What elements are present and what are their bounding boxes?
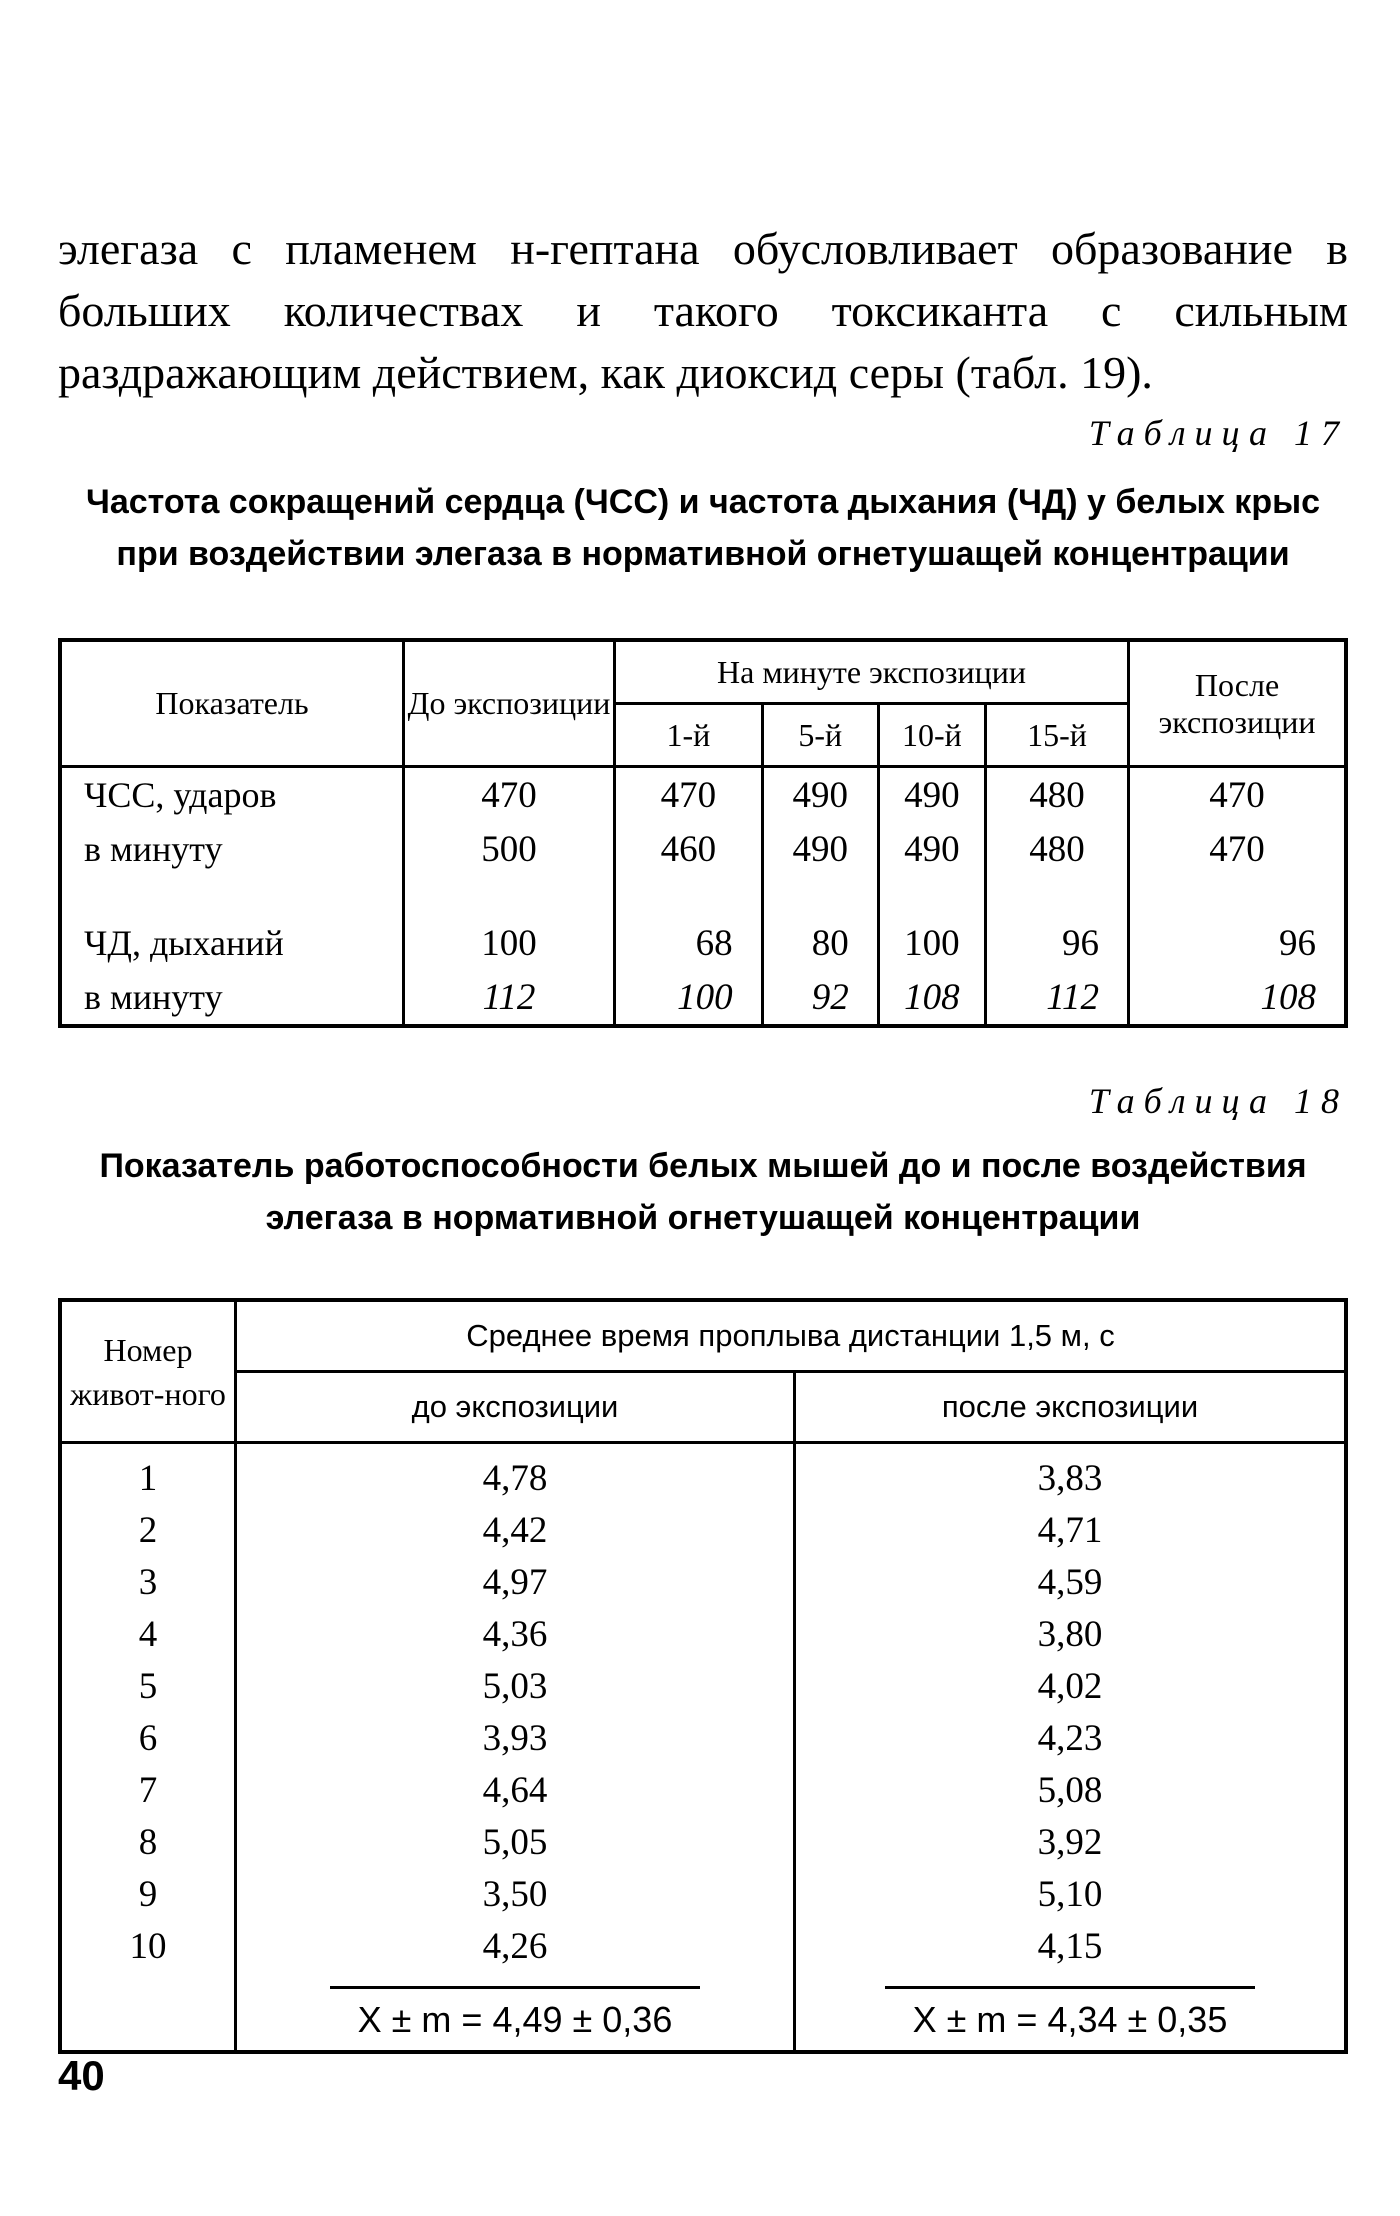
cell: 490: [878, 822, 985, 876]
table-row: [60, 1556, 1346, 1608]
header-indicator: Показатель: [60, 640, 404, 767]
row-label: ЧД, дыханий: [60, 916, 404, 970]
cell: 4,15: [795, 1920, 1347, 1972]
animal-number: 3: [60, 1556, 236, 1608]
cell: 460: [615, 822, 763, 876]
table17: [58, 638, 1348, 1028]
header-animal: Номер живот-ного: [60, 1300, 236, 1443]
cell: 3,83: [795, 1443, 1347, 1505]
cell: 3,93: [236, 1712, 795, 1764]
table18: [58, 1298, 1348, 2054]
cell: 480: [985, 822, 1128, 876]
cell: 108: [1129, 970, 1347, 1026]
header-minute-10: 10-й: [878, 704, 985, 767]
animal-number: 7: [60, 1764, 236, 1816]
table18-title: Показатель работоспособности белых мышей до и после воздействия элегаза в нормативной огнетушащей концентрации: [99, 1147, 1307, 1237]
body-paragraph: элегаза с пламенем н-гептана обусловливает образование в больших количествах и такого токсиканта с сильным раздражающим действием, как диоксид серы (табл. 19).: [58, 223, 1348, 398]
table-row: [60, 1608, 1346, 1660]
cell: 3,92: [795, 1816, 1347, 1868]
table-row: [60, 1660, 1346, 1712]
header-before: до экспозиции: [236, 1372, 795, 1443]
header-minute-5: 5-й: [762, 704, 878, 767]
table-row: [60, 1920, 1346, 1972]
cell: 470: [404, 767, 615, 823]
cell: 4,59: [795, 1556, 1347, 1608]
cell: 500: [404, 822, 615, 876]
cell: 5,05: [236, 1816, 795, 1868]
animal-number: 1: [60, 1443, 236, 1505]
cell: 490: [762, 822, 878, 876]
cell: 4,97: [236, 1556, 795, 1608]
cell: 100: [404, 916, 615, 970]
table-row: [60, 1712, 1346, 1764]
table-row: [60, 1764, 1346, 1816]
page-number: 40: [58, 2052, 105, 2099]
cell: 92: [762, 970, 878, 1026]
table18-label: Таблица 18: [1088, 1081, 1348, 1121]
stat-after: X ± m = 4,34 ± 0,35: [885, 1986, 1255, 2041]
cell: 5,08: [795, 1764, 1347, 1816]
cell: 3,80: [795, 1608, 1347, 1660]
header-after: после экспозиции: [795, 1372, 1347, 1443]
cell: 80: [762, 916, 878, 970]
row-label: в минуту: [60, 970, 404, 1026]
cell: 490: [762, 767, 878, 823]
cell: 470: [615, 767, 763, 823]
cell: 4,64: [236, 1764, 795, 1816]
cell: 100: [615, 970, 763, 1026]
cell: 96: [1129, 916, 1347, 970]
cell: 108: [878, 970, 985, 1026]
table17-title: Частота сокращений сердца (ЧСС) и частота дыхания (ЧД) у белых крыс при воздействии элегаза в нормативной огнетушащей концентрации: [85, 483, 1321, 573]
row-label: ЧСС, ударов: [60, 767, 404, 823]
header-minute-1: 1-й: [615, 704, 763, 767]
animal-number: 10: [60, 1920, 236, 1972]
cell: 100: [878, 916, 985, 970]
cell: 480: [985, 767, 1128, 823]
stat-row: [60, 1972, 1346, 2052]
animal-number: 4: [60, 1608, 236, 1660]
page: [58, 0, 1348, 2216]
cell: 112: [985, 970, 1128, 1026]
row-label: в минуту: [60, 822, 404, 876]
cell: 490: [878, 767, 985, 823]
cell: 4,36: [236, 1608, 795, 1660]
animal-number: 6: [60, 1712, 236, 1764]
header-during: На минуте экспозиции: [615, 640, 1129, 704]
table-row: [60, 822, 1346, 876]
cell: 96: [985, 916, 1128, 970]
header-minute-15: 15-й: [985, 704, 1128, 767]
cell: 470: [1129, 767, 1347, 823]
header-before: До экспозиции: [404, 640, 615, 767]
spacer-row: [60, 876, 1346, 916]
animal-number: 2: [60, 1504, 236, 1556]
cell: 5,10: [795, 1868, 1347, 1920]
cell: 4,23: [795, 1712, 1347, 1764]
animal-number: 8: [60, 1816, 236, 1868]
cell: 4,42: [236, 1504, 795, 1556]
table-row: [60, 1868, 1346, 1920]
animal-number: 5: [60, 1660, 236, 1712]
header-mean-time: Среднее время проплыва дистанции 1,5 м, с: [236, 1300, 1347, 1372]
header-after: После экспозиции: [1129, 640, 1347, 767]
cell: 4,71: [795, 1504, 1347, 1556]
table-row: [60, 1816, 1346, 1868]
cell: 5,03: [236, 1660, 795, 1712]
cell: 3,50: [236, 1868, 795, 1920]
table-row: [60, 1443, 1346, 1505]
table-row: [60, 1504, 1346, 1556]
cell: 112: [404, 970, 615, 1026]
table-row: [60, 916, 1346, 970]
cell: 470: [1129, 822, 1347, 876]
animal-number: 9: [60, 1868, 236, 1920]
table-row: [60, 767, 1346, 823]
cell: 68: [615, 916, 763, 970]
cell: 4,78: [236, 1443, 795, 1505]
cell: 4,26: [236, 1920, 795, 1972]
table17-label: Таблица 17: [1088, 413, 1348, 453]
cell: 4,02: [795, 1660, 1347, 1712]
table-row: [60, 970, 1346, 1026]
stat-before: X ± m = 4,49 ± 0,36: [330, 1986, 700, 2041]
